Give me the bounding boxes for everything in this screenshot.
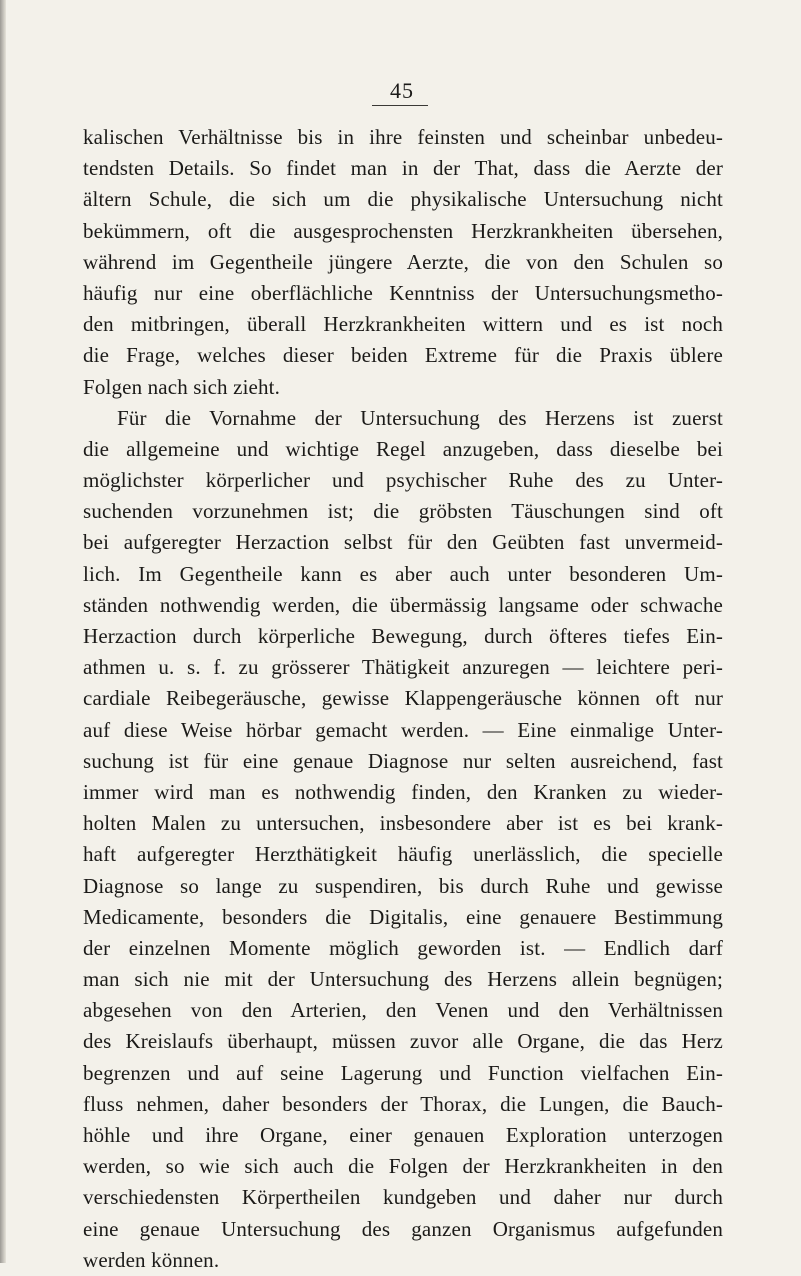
text-line: bei aufgeregter Herzaction selbst für den Geübten fast unvermeid- bbox=[83, 530, 723, 555]
page-edge bbox=[0, 0, 6, 1263]
text-line: ältern Schule, die sich um die physikalische Untersuchung nicht bbox=[83, 187, 723, 212]
text-line: möglichster körperlicher und psychischer Ruhe des zu Unter- bbox=[83, 468, 723, 493]
paragraph bbox=[83, 122, 723, 403]
text-line: des Kreislaufs überhaupt, müssen zuvor alle Organe, die das Herz bbox=[83, 1029, 723, 1054]
text-line: Medicamente, besonders die Digitalis, eine genauere Bestimmung bbox=[83, 904, 723, 929]
text-line: eine genaue Untersuchung des ganzen Organismus aufgefunden bbox=[83, 1216, 723, 1241]
text-line: bekümmern, oft die ausgesprochensten Herzkrankheiten übersehen, bbox=[83, 218, 723, 243]
text-line: suchung ist für eine genaue Diagnose nur selten ausreichend, fast bbox=[83, 748, 723, 773]
text-line: haft aufgeregter Herzthätigkeit häufig unerlässlich, die specielle bbox=[83, 842, 723, 867]
text-line: häufig nur eine oberflächliche Kenntniss der Untersuchungsmetho- bbox=[83, 280, 723, 305]
text-line: ständen nothwendig werden, die übermässig langsame oder schwache bbox=[83, 592, 723, 617]
text-line: auf diese Weise hörbar gemacht werden. — Eine einmalige Unter- bbox=[83, 717, 723, 742]
text-line: die allgemeine und wichtige Regel anzugeben, dass dieselbe bei bbox=[83, 436, 723, 461]
text-line: Für die Vornahme der Untersuchung des Herzens ist zuerst bbox=[117, 405, 723, 430]
text-line: Herzaction durch körperliche Bewegung, durch öfteres tiefes Ein- bbox=[83, 624, 723, 648]
text-line: verschiedensten Körpertheilen kundgeben und daher nur durch bbox=[83, 1185, 723, 1210]
text-line: während im Gegentheile jüngere Aerzte, die von den Schulen so bbox=[83, 249, 723, 274]
text-line: holten Malen zu untersuchen, insbesondere aber ist es bei krank- bbox=[83, 811, 723, 836]
text-line: den mitbringen, überall Herzkrankheiten wittern und es ist noch bbox=[83, 312, 723, 337]
text-line: abgesehen von den Arterien, den Venen und den Verhältnissen bbox=[83, 998, 723, 1023]
text-line: immer wird man es nothwendig finden, den Kranken zu wieder- bbox=[83, 779, 723, 804]
text-line: höhle und ihre Organe, einer genauen Exploration unterzogen bbox=[83, 1123, 723, 1147]
text-line: der einzelnen Momente möglich geworden ist. — Endlich darf bbox=[83, 935, 723, 960]
text-line: man sich nie mit der Untersuchung des Herzens allein begnügen; bbox=[83, 967, 723, 992]
text-line: fluss nehmen, daher besonders der Thorax, die Lungen, die Bauch- bbox=[83, 1091, 723, 1116]
page-number: 45 bbox=[390, 78, 414, 103]
text-line: Folgen nach sich zieht. bbox=[83, 374, 281, 399]
text-line: werden, so wie sich auch die Folgen der Herzkrankheiten in den bbox=[83, 1154, 723, 1179]
text-line: lich. Im Gegentheile kann es aber auch unter besonderen Um- bbox=[83, 561, 723, 586]
text-line: begrenzen und auf seine Lagerung und Function vielfachen Ein- bbox=[83, 1060, 723, 1085]
text-line: tendsten Details. So findet man in der That, dass die Aerzte der bbox=[83, 156, 723, 181]
body-text bbox=[83, 122, 723, 1276]
header-rule bbox=[372, 105, 428, 106]
text-line: athmen u. s. f. zu grösserer Thätigkeit anzuregen — leichtere peri- bbox=[83, 655, 723, 680]
text-line: suchenden vorzunehmen ist; die gröbsten Täuschungen sind oft bbox=[83, 499, 723, 524]
text-line: die Frage, welches dieser beiden Extreme für die Praxis üblere bbox=[83, 343, 723, 368]
text-line: werden können. bbox=[83, 1247, 220, 1272]
text-line: Diagnose so lange zu suspendiren, bis durch Ruhe und gewisse bbox=[83, 873, 723, 898]
text-line: kalischen Verhältnisse bis in ihre feinsten und scheinbar unbedeu- bbox=[83, 125, 723, 149]
text-line: cardiale Reibegeräusche, gewisse Klappengeräusche können oft nur bbox=[83, 686, 723, 711]
paragraph bbox=[83, 403, 723, 1276]
